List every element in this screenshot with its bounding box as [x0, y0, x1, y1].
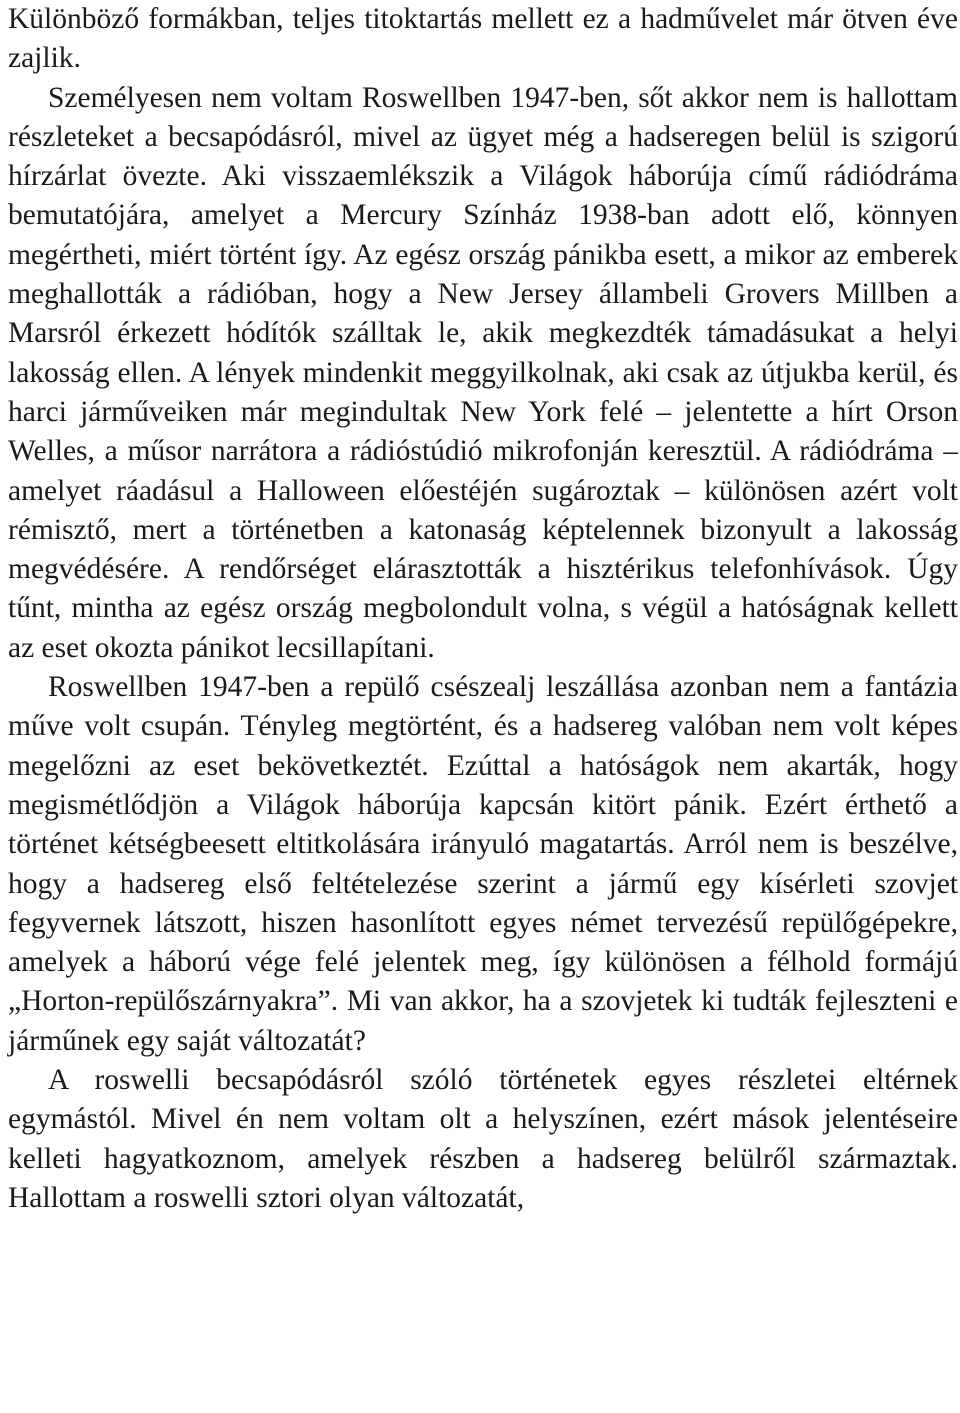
- paragraph-4: A roswelli becsapódásról szóló történetek egyes részletei eltérnek egymástól. Mivel én nem voltam olt a helyszínen, ezért mások jelentéseire kelleti hagyatkoznom, amelyek részben a hadsereg belülről származtak. Hallottam a roswelli sztori olyan változatát,: [8, 1064, 958, 1214]
- paragraph-2: Személyesen nem voltam Roswellben 1947-ben, sőt akkor nem is hallottam részleteket a becsapódásról, mivel az ügyet még a hadseregen belül is szigorú hírzárlat övezte. Aki visszaemlékszik a Világok háborúja című rádiódráma bemutatójára, amelyet a Mercury Színház 1938-ban adott elő, könnyen megértheti, miért történt így. Az egész ország pánikba esett, a mikor az emberek meghallották a rádióban, hogy a New Jersey állambeli Grovers Millben a Marsról érkezett hódítók szálltak le, akik megkezdték támadásukat a helyi lakosság ellen. A lények mindenkit meggyilkolnak, aki csak az útjukba kerül, és harci járműveiken már megindultak New York felé – jelentette a hírt Orson Welles, a műsor narrátora a rádióstúdió mikrofonján keresztül. A rádiódráma – amelyet ráadásul a Halloween előestéjén sugároztak – különösen azért volt rémisztő, mert a történetben a katonaság képtelennek bizonyult a lakosság megvédésére. A rendőrséget elárasztották a hisztérikus telefonhívások. Úgy tűnt, mintha az egész ország megbolondult volna, s végül a hatóságnak kellett az eset okozta pánikot lecsillapítani.: [8, 81, 958, 664]
- document-page: [8, 0, 958, 1218]
- paragraph-1: Különböző formákban, teljes titoktartás mellett ez a hadművelet már ötven éve zajlik.: [8, 3, 958, 75]
- paragraph-3: Roswellben 1947-ben a repülő csészealj leszállása azonban nem a fantázia műve volt csupán. Tényleg megtörtént, és a hadsereg valóban nem volt képes megelőzni az eset bekövetkeztét. Ezúttal a hatóságok nem akarták, hogy megismétlődjön a Világok háborúja kapcsán kitört pánik. Ezért érthető a történet kétségbeesett eltitkolására irányuló magatartás. Arról nem is beszélve, hogy a hadsereg első feltételezése szerint a jármű egy kísérleti szovjet fegyvernek látszott, hiszen hasonlított egyes német tervezésű repülőgépekre, amelyek a háború vége felé jelentek meg, így különösen a félhold formájú „Horton-repülőszárnyakra”. Mi van akkor, ha a szovjetek ki tudták fejleszteni e járműnek egy saját változatát?: [8, 671, 958, 1057]
